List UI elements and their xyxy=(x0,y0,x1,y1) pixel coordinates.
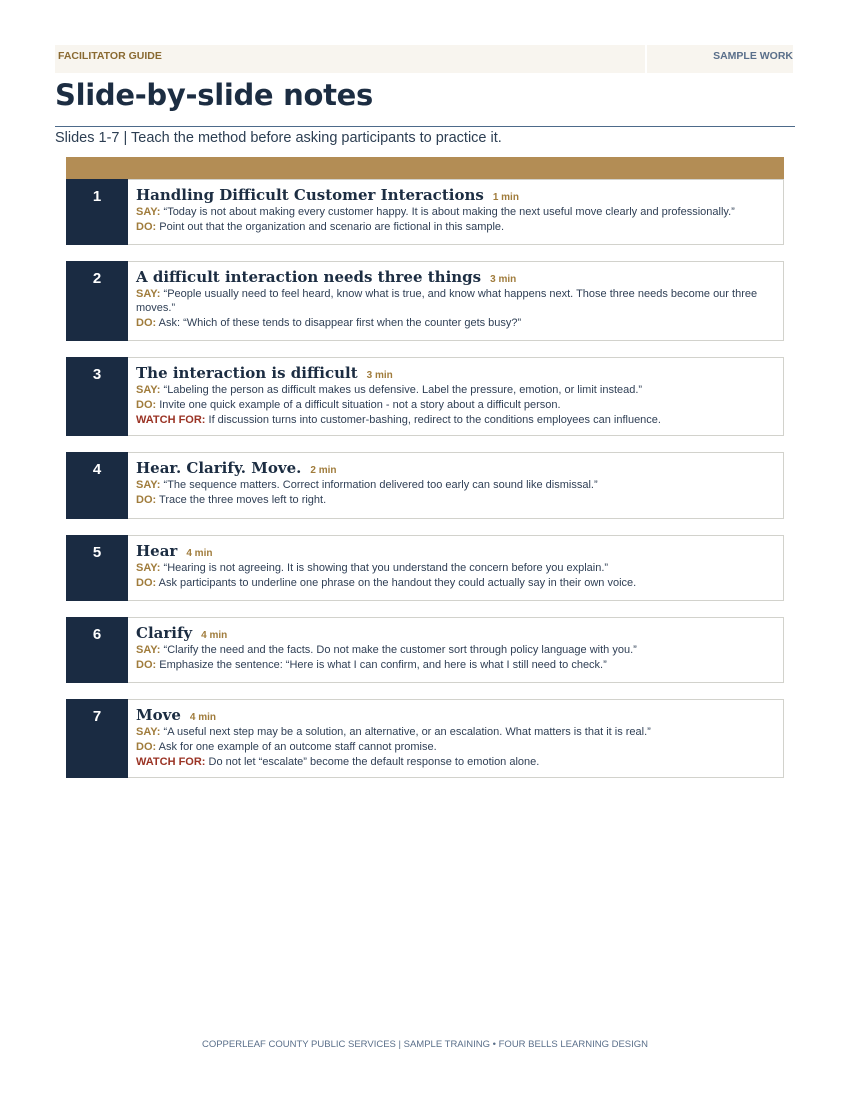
say-text: “Clarify the need and the facts. Do not make the customer sort through policy language with you.” xyxy=(163,644,637,656)
slide-title: Handling Difficult Customer Interactions xyxy=(136,186,484,204)
page-title: Slide-by-slide notes xyxy=(55,78,373,112)
header-doc-type: FACILITATOR GUIDE xyxy=(55,45,647,73)
slide-duration: 2 min xyxy=(310,465,337,476)
slide-row-5 xyxy=(66,535,784,601)
say-note xyxy=(136,205,775,219)
slide-notes xyxy=(128,357,784,436)
slide-duration: 4 min xyxy=(201,630,228,641)
slide-number: 3 xyxy=(66,357,128,436)
say-note xyxy=(136,287,775,315)
slide-row-1 xyxy=(66,179,784,245)
slide-notes xyxy=(128,535,784,601)
say-text: “Labeling the person as difficult makes us defensive. Label the pressure, emotion, or limit instead.” xyxy=(163,384,643,396)
do-note xyxy=(136,740,775,754)
say-label: SAY: xyxy=(136,562,161,574)
slide-notes xyxy=(128,261,784,341)
do-note xyxy=(136,220,775,234)
watch-note xyxy=(136,755,775,769)
slide-number: 2 xyxy=(66,261,128,341)
slide-duration: 3 min xyxy=(366,370,393,381)
do-label: DO: xyxy=(136,317,157,329)
slide-row-4 xyxy=(66,452,784,519)
say-label: SAY: xyxy=(136,206,161,218)
say-text: “Hearing is not agreeing. It is showing that you understand the concern before you explain.” xyxy=(163,562,609,574)
do-label: DO: xyxy=(136,494,157,506)
slide-number: 1 xyxy=(66,179,128,245)
say-text: “A useful next step may be a solution, an alternative, or an escalation. What matters is that it is real.” xyxy=(163,726,651,738)
do-text: Emphasize the sentence: “Here is what I can confirm, and here is what I still need to check.” xyxy=(159,659,607,671)
do-label: DO: xyxy=(136,659,157,671)
watch-label: WATCH FOR: xyxy=(136,756,206,768)
do-label: DO: xyxy=(136,741,157,753)
slide-title: Hear. Clarify. Move. xyxy=(136,459,302,477)
say-text: “Today is not about making every customer happy. It is about making the next useful move clearly and professionally.” xyxy=(163,206,735,218)
watch-text: Do not let “escalate” become the default response to emotion alone. xyxy=(208,756,540,768)
slide-number: 4 xyxy=(66,452,128,519)
do-label: DO: xyxy=(136,577,157,589)
slide-notes xyxy=(128,699,784,778)
header-tag: SAMPLE WORK xyxy=(713,50,793,62)
do-note xyxy=(136,398,775,412)
slide-row-7 xyxy=(66,699,784,778)
slide-duration: 1 min xyxy=(492,192,519,203)
do-label: DO: xyxy=(136,399,157,411)
say-note xyxy=(136,643,775,657)
slide-title: Clarify xyxy=(136,624,193,642)
header-bar xyxy=(55,45,793,73)
slide-number: 7 xyxy=(66,699,128,778)
do-label: DO: xyxy=(136,221,157,233)
say-note xyxy=(136,478,775,492)
slide-notes xyxy=(128,452,784,519)
watch-note xyxy=(136,413,775,427)
slide-duration: 4 min xyxy=(189,712,216,723)
say-note xyxy=(136,383,775,397)
do-note xyxy=(136,493,775,507)
title-divider xyxy=(55,126,795,127)
say-label: SAY: xyxy=(136,644,161,656)
slide-notes xyxy=(128,617,784,683)
slide-title: Hear xyxy=(136,542,178,560)
slide-duration: 4 min xyxy=(186,548,213,559)
page-footer: COPPERLEAF COUNTY PUBLIC SERVICES | SAMPLE TRAINING • FOUR BELLS LEARNING DESIGN xyxy=(201,1039,649,1050)
do-text: Point out that the organization and scenario are fictional in this sample. xyxy=(159,221,505,233)
say-note xyxy=(136,725,775,739)
say-text: “People usually need to feel heard, know what is true, and know what happens next. Those three needs become our three moves.” xyxy=(136,288,758,314)
say-note xyxy=(136,561,775,575)
watch-label: WATCH FOR: xyxy=(136,414,206,426)
slide-row-2 xyxy=(66,261,784,341)
do-note xyxy=(136,316,775,330)
slide-number: 5 xyxy=(66,535,128,601)
say-label: SAY: xyxy=(136,479,161,491)
do-text: Invite one quick example of a difficult situation - not a story about a difficult person. xyxy=(159,399,561,411)
do-text: Trace the three moves left to right. xyxy=(159,494,327,506)
slide-row-3 xyxy=(66,357,784,436)
do-note xyxy=(136,576,775,590)
do-note xyxy=(136,658,775,672)
watch-text: If discussion turns into customer-bashing, redirect to the conditions employees can influence. xyxy=(208,414,661,426)
do-text: Ask for one example of an outcome staff cannot promise. xyxy=(158,741,437,753)
table-header-bar xyxy=(66,157,784,179)
slide-title: Move xyxy=(136,706,181,724)
do-text: Ask: “Which of these tends to disappear first when the counter gets busy?” xyxy=(158,317,522,329)
slide-row-6 xyxy=(66,617,784,683)
slide-duration: 3 min xyxy=(490,274,517,285)
slide-number: 6 xyxy=(66,617,128,683)
say-label: SAY: xyxy=(136,384,161,396)
slide-notes xyxy=(128,179,784,245)
say-label: SAY: xyxy=(136,726,161,738)
slide-title: The interaction is difficult xyxy=(136,364,358,382)
say-text: “The sequence matters. Correct information delivered too early can sound like dismissal.” xyxy=(163,479,598,491)
page-subtitle: Slides 1-7 | Teach the method before asking participants to practice it. xyxy=(55,130,502,146)
do-text: Ask participants to underline one phrase on the handout they could actually say in their own voice. xyxy=(158,577,637,589)
say-label: SAY: xyxy=(136,288,161,300)
slide-title: A difficult interaction needs three things xyxy=(136,268,482,286)
